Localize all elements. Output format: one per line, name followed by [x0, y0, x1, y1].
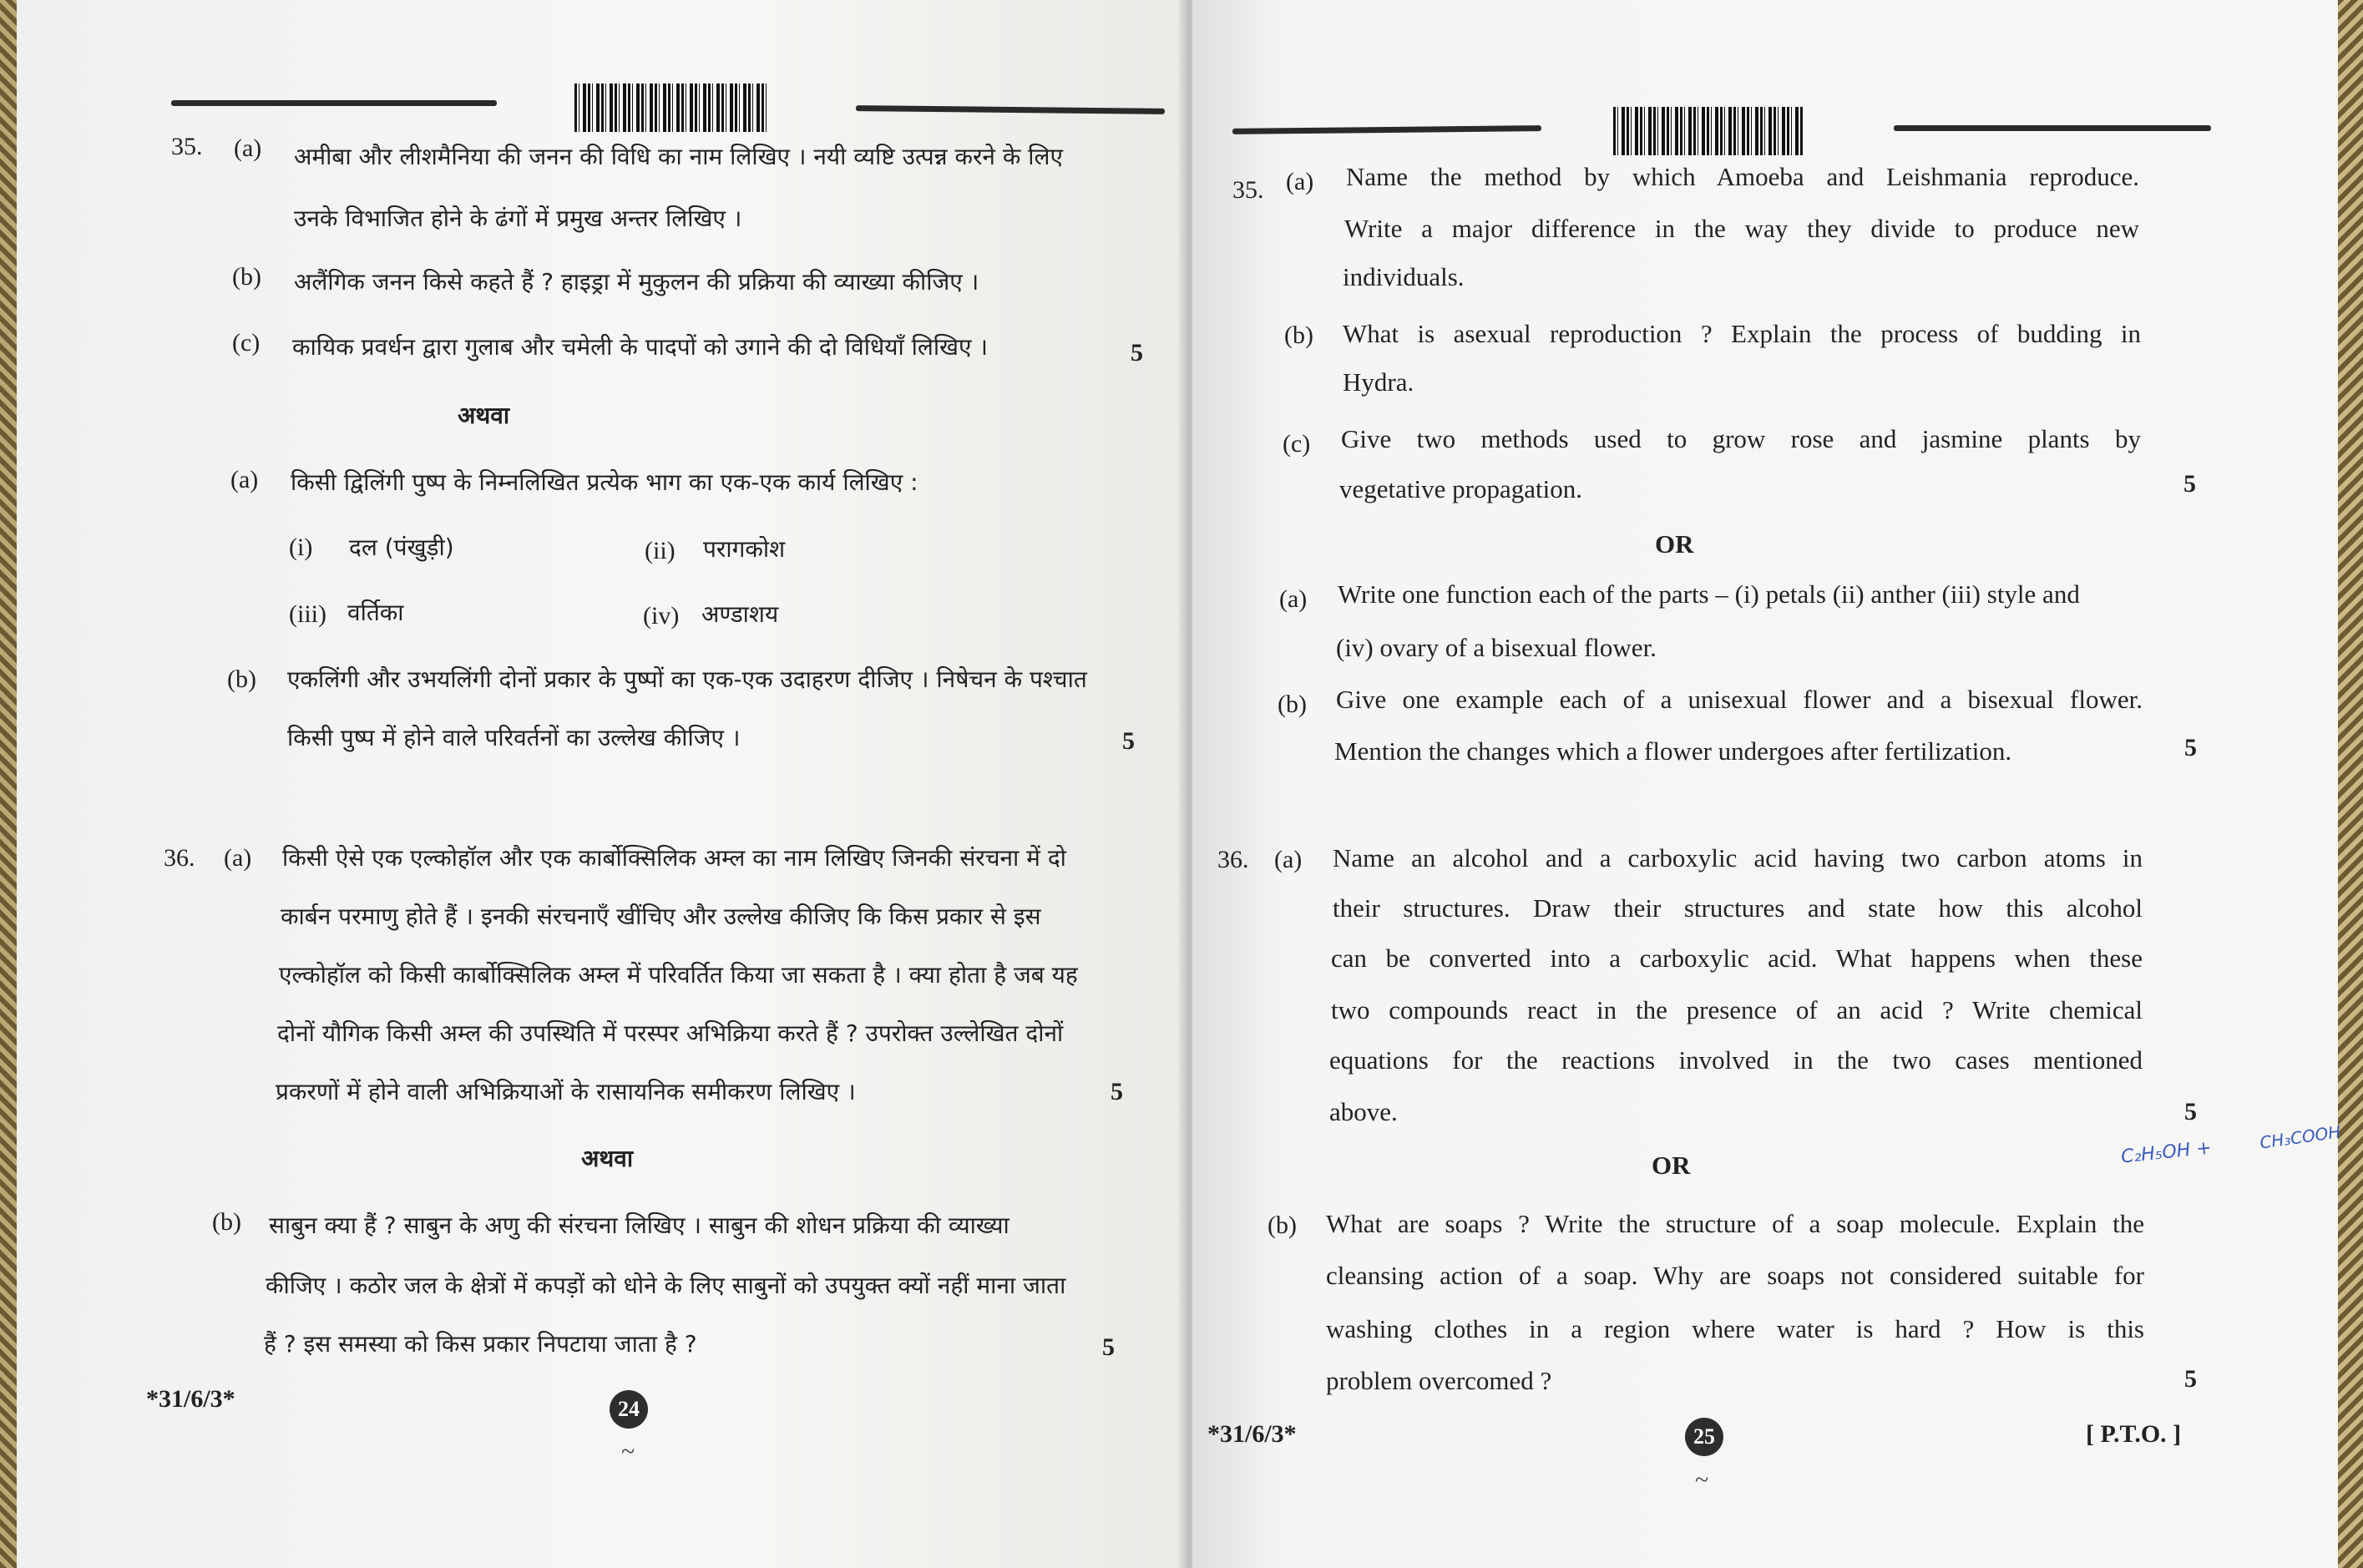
part-label: (a) — [234, 134, 262, 162]
pto-label: [ P.T.O. ] — [2086, 1420, 2182, 1448]
marks: 5 — [1102, 1333, 1115, 1361]
marks: 5 — [2184, 734, 2197, 761]
tilde-mark: ~ — [621, 1438, 635, 1465]
header-rule-left — [171, 100, 497, 106]
marks: 5 — [2184, 1098, 2197, 1125]
footer-code: *31/6/3* — [146, 1385, 235, 1413]
header-rule-right — [1894, 125, 2211, 131]
or-heading: OR — [1655, 529, 1694, 559]
question-text: Write one function each of the parts – (i) petals (ii) anther (iii) style and — [1338, 579, 2080, 609]
tilde-mark: ~ — [1695, 1466, 1709, 1494]
question-text: कीजिए । कठोर जल के क्षेत्रों में कपड़ों को धोने के लिए साबुनों को उपयुक्त क्यों नहीं माना जाता — [266, 1272, 1066, 1299]
question-text: अमीबा और लीशमैनिया की जनन की विधि का नाम लिखिए । नयी व्यष्टि उत्पन्न करने के लिए — [294, 143, 1063, 170]
question-text: कार्बन परमाणु होते हैं । इनकी संरचनाएँ खींचिए और उल्लेख कीजिए कि किस प्रकार से इस — [281, 903, 1041, 930]
question-text: हैं ? इस समस्या को किस प्रकार निपटाया जाता है ? — [264, 1330, 697, 1358]
barcode-right — [1613, 107, 1804, 155]
question-number: 36. — [1217, 846, 1249, 873]
part-label: (a) — [1279, 585, 1308, 613]
part-label: (a) — [230, 466, 259, 493]
sub-part-label: (iv) — [643, 602, 680, 630]
page-number-badge: 24 — [610, 1390, 648, 1429]
question-text: दोनों यौगिक किसी अम्ल की उपस्थिति में परस्पर अभिक्रिया करते हैं ? उपरोक्त उल्लेखित दोनों — [277, 1019, 1064, 1047]
handwritten-note: C₂H₅OH + — [2119, 1137, 2213, 1168]
question-text: Name an alcohol and a carboxylic acid having two carbon atoms in — [1333, 843, 2143, 873]
sub-part-label: (i) — [289, 534, 313, 561]
part-label: (c) — [232, 329, 261, 357]
or-heading: अथवा — [458, 402, 510, 429]
part-label: (a) — [1274, 846, 1303, 873]
binding-edge-left — [0, 0, 17, 1568]
question-text: can be converted into a carboxylic acid. What happens when these — [1331, 943, 2143, 973]
marks: 5 — [2183, 470, 2196, 498]
question-text: (iv) ovary of a bisexual flower. — [1336, 633, 1657, 662]
sub-part-label: (iii) — [289, 600, 326, 628]
sub-part-text: परागकोश — [703, 535, 786, 563]
question-text: Hydra. — [1343, 367, 1414, 397]
part-label: (b) — [1284, 321, 1313, 349]
part-label: (b) — [1278, 690, 1307, 718]
sub-part-label: (ii) — [645, 537, 676, 564]
marks: 5 — [1131, 339, 1143, 367]
question-text: cleansing action of a soap. Why are soaps not considered suitable for — [1326, 1261, 2144, 1290]
part-label: (b) — [1268, 1211, 1297, 1239]
question-text: किसी ऐसे एक एल्कोहॉल और एक कार्बोक्सिलिक अम्ल का नाम लिखिए जिनकी संरचना में दो — [282, 844, 1066, 872]
question-text: किसी द्विलिंगी पुष्प के निम्नलिखित प्रत्येक भाग का एक-एक कार्य लिखिए : — [291, 468, 918, 496]
question-text: two compounds react in the presence of an acid ? Write chemical — [1331, 995, 2143, 1024]
sub-part-text: वर्तिका — [347, 599, 404, 626]
question-text: अलैंगिक जनन किसे कहते हैं ? हाइड्रा में मुकुलन की प्रक्रिया की व्याख्या कीजिए । — [294, 268, 979, 296]
handwritten-note: CH₃COOH — [2258, 1121, 2342, 1153]
question-text: What is asexual reproduction ? Explain the process of budding in — [1343, 319, 2141, 348]
question-text: Mention the changes which a flower undergoes after fertilization. — [1334, 736, 2012, 766]
question-text: above. — [1329, 1097, 1398, 1126]
question-text: their structures. Draw their structures and state how this alcohol — [1333, 893, 2143, 923]
question-text: What are soaps ? Write the structure of a soap molecule. Explain the — [1326, 1209, 2144, 1238]
barcode-left — [574, 83, 768, 132]
question-text: Give one example each of a unisexual flower and a bisexual flower. — [1336, 685, 2143, 714]
question-text: प्रकरणों में होने वाली अभिक्रियाओं के रासायनिक समीकरण लिखिए । — [276, 1078, 856, 1105]
question-text: एकलिंगी और उभयलिंगी दोनों प्रकार के पुष्पों का एक-एक उदाहरण दीजिए । निषेचन के पश्चात — [287, 665, 1087, 693]
sub-part-text: अण्डाशय — [701, 600, 779, 628]
question-text: individuals. — [1343, 262, 1465, 291]
marks: 5 — [2184, 1365, 2197, 1393]
question-text: problem overcomed ? — [1326, 1366, 1552, 1395]
question-text: साबुन क्या हैं ? साबुन के अणु की संरचना लिखिए । साबुन की शोधन प्रक्रिया की व्याख्या — [269, 1211, 1009, 1239]
sub-part-text: दल (पंखुड़ी) — [349, 534, 454, 561]
part-label: (b) — [232, 263, 261, 291]
part-label: (a) — [224, 844, 252, 872]
binding-edge-right — [2338, 0, 2363, 1568]
question-text: vegetative propagation. — [1339, 474, 1582, 503]
part-label: (b) — [227, 665, 256, 693]
question-text: एल्कोहॉल को किसी कार्बोक्सिलिक अम्ल में परिवर्तित किया जा सकता है । क्या होता है जब यह — [279, 961, 1078, 989]
question-number: 35. — [171, 133, 203, 160]
question-number: 36. — [164, 844, 195, 872]
question-text: Give two methods used to grow rose and jasmine plants by — [1341, 424, 2141, 453]
part-label: (a) — [1286, 168, 1314, 195]
part-label: (b) — [212, 1208, 241, 1236]
question-text: उनके विभाजित होने के ढंगों में प्रमुख अन्तर लिखिए । — [294, 205, 742, 232]
question-text: कायिक प्रवर्धन द्वारा गुलाब और चमेली के पादपों को उगाने की दो विधियाँ लिखिए । — [292, 333, 989, 361]
footer-code: *31/6/3* — [1207, 1420, 1297, 1448]
or-heading: अथवा — [581, 1145, 634, 1172]
marks: 5 — [1111, 1078, 1123, 1105]
part-label: (c) — [1283, 430, 1311, 458]
question-number: 35. — [1232, 176, 1264, 204]
question-text: Name the method by which Amoeba and Leishmania reproduce. — [1346, 162, 2139, 191]
question-text: किसी पुष्प में होने वाले परिवर्तनों का उल्लेख कीजिए । — [287, 724, 741, 751]
page-number-badge: 25 — [1685, 1418, 1723, 1456]
question-text: washing clothes in a region where water is hard ? How is this — [1326, 1314, 2144, 1343]
question-text: Write a major difference in the way they divide to produce new — [1344, 214, 2139, 243]
or-heading: OR — [1652, 1151, 1691, 1180]
question-text: equations for the reactions involved in the two cases mentioned — [1329, 1045, 2143, 1075]
marks: 5 — [1122, 727, 1135, 755]
